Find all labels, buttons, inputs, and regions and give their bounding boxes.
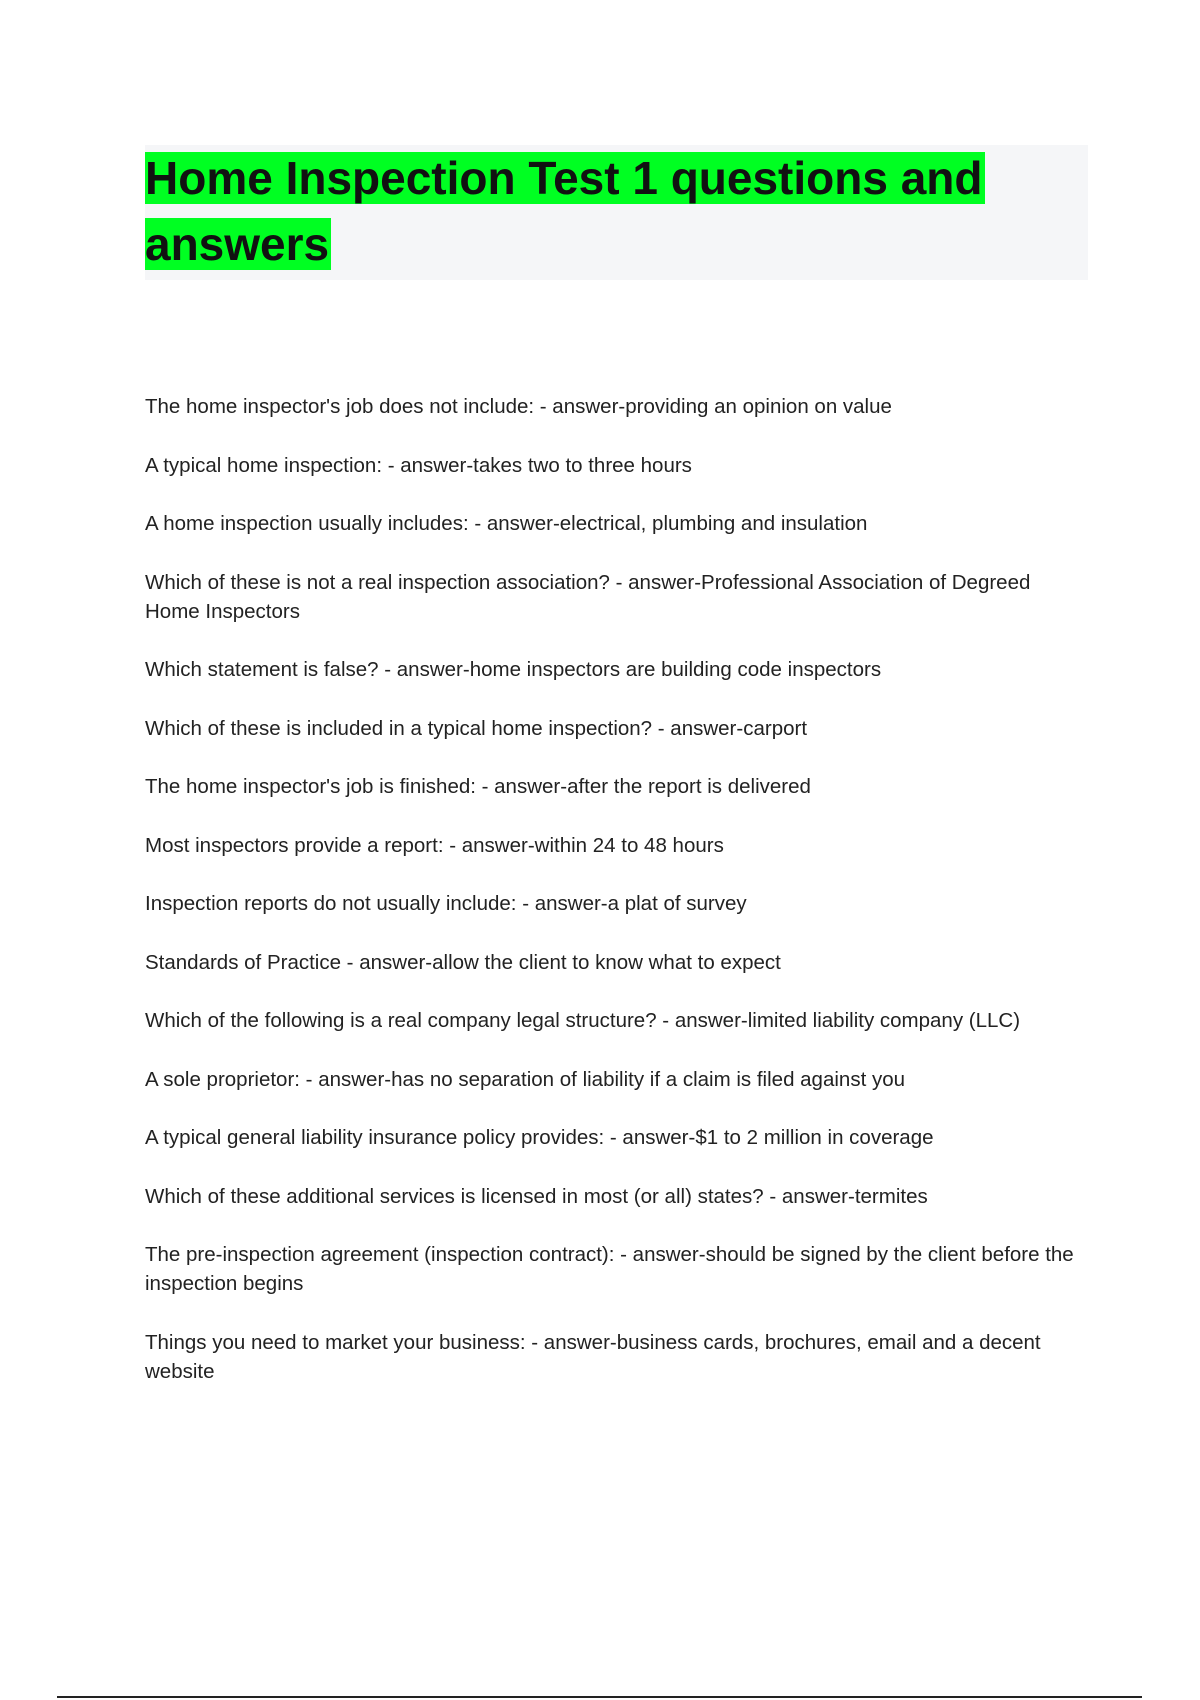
qa-item: Which of these additional services is licensed in most (or all) states? - answer-termites xyxy=(145,1184,928,1208)
qa-item: A home inspection usually includes: - answer-electrical, plumbing and insulation xyxy=(145,512,868,535)
qa-item: A sole proprietor: - answer-has no separation of liability if a claim is filed against you xyxy=(145,1067,906,1091)
qa-item: A typical home inspection: - answer-takes two to three hours xyxy=(145,453,692,477)
qa-item: Which of these is not a real inspection association? - answer-Professional Association of Degreed Home Inspectors xyxy=(145,570,1031,623)
title-block xyxy=(145,145,1088,280)
qa-item: Standards of Practice - answer-allow the client to know what to expect xyxy=(145,950,781,974)
qa-item: The pre-inspection agreement (inspection contract): - answer-should be signed by the client before the inspection begins xyxy=(145,1243,1074,1295)
qa-item: The home inspector's job does not include: - answer-providing an opinion on value xyxy=(145,395,892,418)
qa-item: Inspection reports do not usually include: - answer-a plat of survey xyxy=(145,892,747,915)
qa-item: Which statement is false? - answer-home inspectors are building code inspectors xyxy=(145,658,882,681)
qa-list xyxy=(145,392,1080,1415)
qa-item: Which of these is included in a typical home inspection? - answer-carport xyxy=(145,716,808,740)
qa-item: Which of the following is a real company legal structure? - answer-limited liability company (LLC) xyxy=(145,1009,1021,1032)
qa-item: A typical general liability insurance policy provides: - answer-$1 to 2 million in coverage xyxy=(145,1126,934,1149)
qa-item: The home inspector's job is finished: - answer-after the report is delivered xyxy=(145,775,811,798)
qa-item: Things you need to market your business: - answer-business cards, brochures, email and a decent website xyxy=(145,1330,1041,1383)
page-title xyxy=(145,145,1088,277)
qa-item: Most inspectors provide a report: - answer-within 24 to 48 hours xyxy=(145,833,724,857)
footer-divider xyxy=(57,1696,1142,1698)
page-title-text: Home Inspection Test 1 questions and answers xyxy=(145,152,983,270)
